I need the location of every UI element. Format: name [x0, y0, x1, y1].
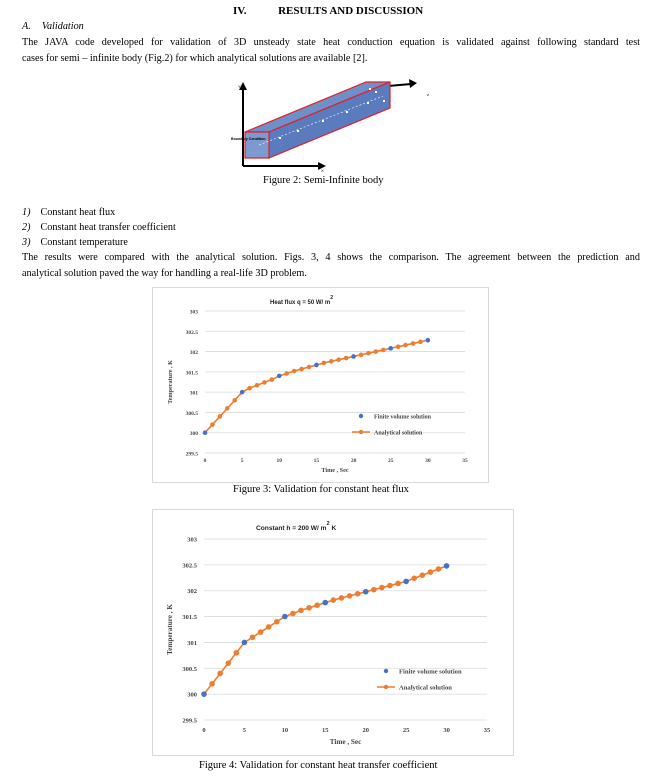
finite-volume-point [314, 363, 319, 368]
analytical-point [234, 650, 240, 656]
analytical-point [366, 351, 371, 356]
legend-analytical-label: Analytical solution [399, 684, 452, 692]
case-item-3 [22, 235, 128, 251]
analytical-point [344, 356, 349, 361]
analytical-point [218, 414, 223, 419]
y-tick-label: 300 [187, 691, 197, 699]
analytical-point [411, 576, 417, 582]
analytical-point [250, 634, 256, 640]
figure-2-caption: Figure 2: Semi-Infinite body [263, 175, 384, 186]
finite-volume-point [282, 614, 288, 620]
finite-volume-point [277, 374, 282, 379]
analytical-point [299, 367, 304, 372]
x-tick-label: 20 [362, 727, 369, 734]
boundary-condition-label: Boundary Condition [231, 137, 266, 141]
case-item-2 [22, 220, 176, 236]
y-axis-label: Temperature , K [167, 360, 174, 404]
analytical-point [290, 611, 296, 617]
heat-transfer-coefficient-chart [152, 509, 512, 754]
y-tick-label: 300.5 [185, 410, 198, 417]
case-number: 1) [22, 207, 31, 218]
y-tick-label: 302.5 [182, 562, 197, 570]
legend-analytical-label: Analytical solution [374, 430, 423, 437]
axis-label-x: X [321, 168, 324, 173]
x-tick-label: 35 [462, 458, 468, 464]
y-tick-label: 301.5 [185, 370, 198, 377]
finite-volume-point [388, 346, 393, 351]
analytical-point [306, 605, 312, 611]
intro-line-2: cases for semi – infinite body (Fig.2) for which analytical solutions are available [2]. [22, 53, 368, 64]
axis-label-y: Y [238, 84, 241, 89]
axis-label-z: z [427, 92, 429, 97]
analytical-point [298, 608, 304, 614]
y-tick-label: 302 [189, 350, 198, 357]
subsection-title: Validation [41, 21, 84, 32]
block-front-face [245, 132, 269, 158]
y-tick-label: 301 [189, 390, 198, 397]
analytical-point [418, 340, 423, 345]
x-tick-label: 15 [313, 458, 320, 464]
analytical-point [292, 369, 297, 374]
analytical-point [420, 572, 426, 578]
analytical-point [210, 422, 215, 427]
finite-volume-point [403, 579, 409, 585]
intro-line-1: The JAVA code developed for validation of 3D unsteady state heat conduction equation is validated against following standard test [22, 37, 640, 48]
analytical-point [347, 593, 353, 599]
analytical-point [339, 595, 345, 601]
x-tick-label: 0 [202, 727, 206, 734]
finite-volume-point [363, 589, 369, 595]
section-heading [233, 5, 423, 17]
analytical-point [274, 619, 280, 625]
analytical-point [371, 587, 377, 593]
y-tick-label: 301 [187, 639, 197, 647]
x-tick-label: 5 [242, 727, 247, 734]
analytical-point [266, 624, 272, 630]
x-tick-label: 20 [350, 458, 357, 464]
figure-3-caption: Figure 3: Validation for constant heat flux [233, 484, 409, 495]
finite-volume-point [201, 691, 207, 697]
x-axis-label: Time , Sec [321, 467, 349, 474]
finite-volume-point [322, 600, 328, 606]
y-tick-label: 302 [187, 588, 197, 596]
y-tick-label: 303 [187, 536, 197, 544]
legend-analytical-marker [359, 430, 363, 434]
analytical-point [381, 348, 386, 353]
analytical-point [270, 377, 275, 382]
analytical-point [411, 341, 416, 346]
analytical-point [258, 629, 264, 635]
x-tick-label: 25 [402, 727, 410, 734]
legend-finite-volume-label: Finite volume solution [374, 414, 432, 421]
analytical-point [331, 597, 337, 603]
analytical-point [379, 585, 385, 591]
analytical-point [436, 566, 442, 572]
analytical-point [396, 344, 401, 349]
analytical-point [374, 349, 379, 354]
x-tick-label: 30 [425, 458, 431, 464]
analytical-point [359, 353, 364, 358]
y-tick-label: 300.5 [182, 665, 197, 673]
analytical-point [255, 383, 260, 388]
legend-analytical-marker [384, 685, 388, 689]
case-text: Constant temperature [40, 237, 128, 248]
x-tick-label: 35 [483, 727, 491, 734]
x-tick-label: 0 [203, 458, 207, 464]
y-tick-label: 299.5 [185, 451, 198, 458]
chart-title: Constant h = 200 W/ m2 K [256, 521, 337, 532]
subsection-label: A. [22, 21, 31, 32]
case-number: 2) [22, 222, 31, 233]
analytical-point [329, 359, 334, 364]
y-tick-label: 299.5 [182, 717, 197, 725]
analytical-point [395, 581, 401, 587]
finite-volume-point [203, 430, 208, 435]
analytical-point [387, 583, 393, 589]
y-tick-label: 300 [189, 431, 198, 438]
legend-finite-volume-label: Finite volume solution [399, 668, 462, 676]
legend-finite-volume-marker [359, 414, 363, 418]
x-tick-label: 10 [281, 727, 289, 734]
case-text: Constant heat flux [40, 207, 116, 218]
analytical-point [262, 380, 267, 385]
analytical-point [307, 365, 312, 370]
comparison-line-2: analytical solution paved the way for handling a real-life 3D problem. [22, 268, 307, 279]
analytical-point [209, 681, 215, 687]
analytical-point [403, 343, 408, 348]
x-tick-label: 10 [276, 458, 283, 464]
chart-title: Heat flux q = 50 W/ $m^2$ [270, 295, 334, 306]
case-number: 3) [22, 237, 31, 248]
analytical-point [247, 386, 252, 391]
subsection-heading [22, 19, 84, 35]
finite-volume-point [240, 390, 245, 395]
finite-volume-point [444, 563, 450, 569]
x-tick-label: 25 [387, 458, 394, 464]
semi-infinite-body-figure [225, 78, 435, 174]
section-title: RESULTS AND DISCUSSION [278, 5, 424, 17]
section-number: IV. [233, 5, 247, 17]
analytical-point [225, 660, 231, 666]
y-tick-label: 302.5 [185, 329, 198, 336]
finite-volume-point [351, 354, 356, 359]
analytical-point [322, 361, 327, 366]
heat-flux-chart [152, 287, 487, 481]
case-item-1 [22, 205, 115, 221]
analytical-point [428, 569, 434, 575]
x-tick-label: 5 [240, 458, 244, 464]
x-tick-label: 15 [322, 727, 329, 734]
y-tick-label: 303 [189, 309, 198, 316]
x-tick-label: 30 [443, 727, 450, 734]
analytical-point [314, 602, 320, 608]
finite-volume-point [426, 338, 431, 343]
case-text: Constant heat transfer coefficient [40, 222, 176, 233]
x-axis-label: Time , Sec [329, 738, 362, 746]
analytical-point [232, 398, 237, 403]
analytical-point [284, 371, 289, 376]
analytical-point [225, 406, 230, 411]
y-axis-label: Temperature , K [166, 604, 174, 655]
analytical-point [355, 591, 361, 597]
comparison-line-1: The results were compared with the analytical solution. Figs. 3, 4 shows the comparison. The agreement between the prediction and [22, 252, 640, 263]
analytical-point [336, 357, 341, 362]
legend-finite-volume-marker [384, 669, 388, 673]
figure-4-caption: Figure 4: Validation for constant heat transfer coefficient [199, 760, 438, 771]
analytical-point [217, 671, 223, 677]
y-tick-label: 301.5 [182, 614, 197, 622]
finite-volume-point [242, 640, 248, 646]
